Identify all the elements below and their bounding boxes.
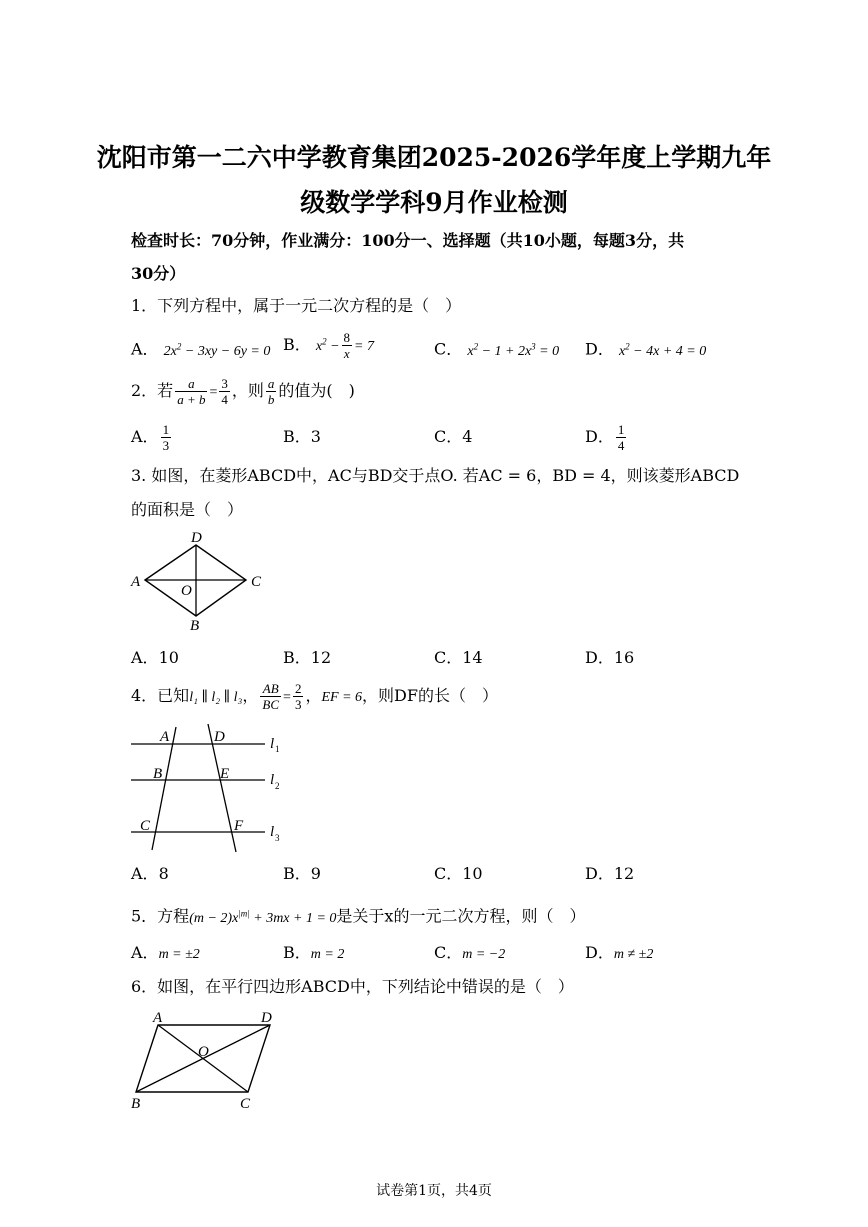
q1-option-b: B． $x^2$ − $\frac{8}{x}$ = 7 xyxy=(283,330,374,361)
q4-parallel-lines-figure xyxy=(128,722,288,854)
q4-stem: 4．已知l₁ ∥ l₂ ∥ l₃， $\frac{AB}{BC}$ = $\frac{2}{3}$ ，EF = 6，则DF的长（ ） xyxy=(131,681,498,712)
q2-option-b: B．3 xyxy=(283,427,321,446)
q2-prefix: 2．若 xyxy=(131,381,174,400)
label-o: O xyxy=(181,583,192,599)
q5-option-a: A．m = ±2 xyxy=(131,943,200,962)
label-a: A xyxy=(131,574,141,590)
label-c: C xyxy=(251,574,262,590)
q4-ratio-fraction: $\frac{AB}{BC}$ xyxy=(262,681,280,712)
q3-option-b: B．12 xyxy=(283,648,332,667)
label-l1-sub: 1 xyxy=(275,744,280,754)
q4-ef-length: EF = 6 xyxy=(321,690,363,705)
q4-option-c: C．10 xyxy=(434,864,483,883)
label-c: C xyxy=(140,818,151,834)
label-d: D xyxy=(214,729,225,745)
q1-option-c xyxy=(434,336,559,362)
q1-option-b-equation: $x^2$ − xyxy=(315,336,340,354)
q2-suffix: 的值为( ) xyxy=(278,381,355,400)
q1-stem: 1．下列方程中，属于一元二次方程的是（ ） xyxy=(131,296,462,315)
q3-rhombus-figure xyxy=(128,528,268,634)
label-f: F xyxy=(234,818,244,834)
q2-option-c: C．4 xyxy=(434,427,473,446)
page-footer: 试卷第1页，共4页 xyxy=(376,1183,492,1199)
q3-stem-line-1: 3. 如图，在菱形ABCD中，AC与BD交于点O. 若AC = 6，BD = 4，则该菱形ABCD xyxy=(131,466,740,485)
label-b: B xyxy=(190,618,200,634)
q4-option-d: D．12 xyxy=(585,864,635,883)
q2-option-d: D． $\frac{1}{4}$ xyxy=(585,422,625,453)
q2-fraction-3: $\frac{a}{b}$ xyxy=(267,376,275,407)
q1-option-d-label: D． xyxy=(585,339,614,359)
q4-parallel-lines: l₁ ∥ l₂ ∥ l₃ xyxy=(189,690,243,705)
title-line-2: 级数学学科9月作业检测 xyxy=(300,188,568,217)
q5-option-d: D．m ≠ ±2 xyxy=(585,943,654,962)
q4-value-fraction: $\frac{2}{3}$ xyxy=(294,681,302,712)
q1-option-d xyxy=(585,336,706,362)
q2-option-a: A． $\frac{1}{3}$ xyxy=(131,422,170,453)
label-d: D xyxy=(261,1010,272,1026)
q1-option-b-fraction: $\frac{8}{x}$ xyxy=(343,330,351,361)
q2-equals: = xyxy=(209,385,218,400)
q4-prefix: 4．已知 xyxy=(131,686,190,705)
q1-option-a xyxy=(131,336,270,362)
q3-option-a: A．10 xyxy=(131,648,179,667)
q4-option-a: A．8 xyxy=(131,864,169,883)
label-l1: l xyxy=(270,736,275,752)
q4-suffix: ，则DF的长（ ） xyxy=(362,686,498,705)
q1-option-a-equation: $2x^2 - 3xy - 6y = 0$ xyxy=(163,341,271,359)
q6-stem: 6．如图，在平行四边形ABCD中，下列结论中错误的是（ ） xyxy=(131,977,574,996)
label-a: A xyxy=(153,1010,163,1026)
q3-stem-line-2: 的面积是（ ） xyxy=(131,500,244,519)
q3-option-c: C．14 xyxy=(434,648,483,667)
q1-option-c-label: C． xyxy=(434,339,463,359)
q1-option-b-label: B． xyxy=(283,335,311,354)
label-c: C xyxy=(240,1096,251,1112)
q4-option-b: B．9 xyxy=(283,864,321,883)
q2-fraction-2: $\frac{3}{4}$ xyxy=(221,376,228,407)
q1-option-c-equation: $x^2 - 1 + 2x^3 = 0$ xyxy=(467,341,560,359)
label-l2-sub: 2 xyxy=(275,781,280,791)
q5-option-b: B．m = 2 xyxy=(283,943,345,962)
q3-option-d: D．16 xyxy=(585,648,635,667)
label-a: A xyxy=(160,729,170,745)
title-line-1: 沈阳市第一二六中学教育集团2025-2026学年度上学期九年 xyxy=(96,143,772,172)
label-d: D xyxy=(191,530,202,546)
q5-option-c: C．m = −2 xyxy=(434,943,506,962)
q5-equation: $(m - 2)x^{|m|} + 3mx + 1 = 0$ xyxy=(189,908,337,926)
label-b: B xyxy=(131,1096,141,1112)
q2-mid: ，则 xyxy=(231,381,264,400)
label-l3: l xyxy=(270,824,275,840)
label-o: O xyxy=(198,1044,209,1060)
q1-option-a-label: A． xyxy=(131,339,159,359)
label-l2: l xyxy=(270,772,275,788)
q2-option-d-fraction: $\frac{1}{4}$ xyxy=(617,422,625,453)
q1-option-d-equation: $x^2 - 4x + 4 = 0$ xyxy=(618,341,707,359)
exam-meta-line-1: 检查时长：70分钟，作业满分：100分一、选择题（共10小题，每题3分，共 xyxy=(131,231,685,250)
exam-meta-line-2: 30分） xyxy=(131,264,186,283)
label-e: E xyxy=(220,766,230,782)
q5-stem: 5．方程$(m - 2)x^{|m|} + 3mx + 1 = 0$是关于x的一元二次方程，则（ ） xyxy=(131,906,586,926)
label-b: B xyxy=(153,766,163,782)
label-l3-sub: 3 xyxy=(275,833,280,843)
q2-stem xyxy=(131,373,355,411)
q2-option-a-fraction: $\frac{1}{3}$ xyxy=(162,422,170,453)
q2-fraction-1: $\frac{a}{a + b}$ xyxy=(177,376,206,407)
q6-parallelogram-figure xyxy=(128,1008,278,1112)
